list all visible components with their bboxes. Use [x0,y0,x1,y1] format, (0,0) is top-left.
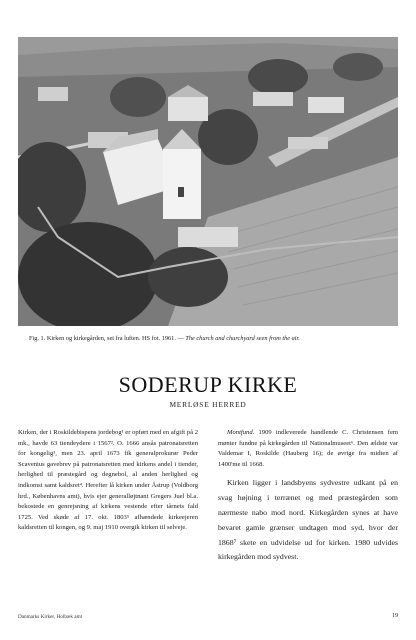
figure-caption [29,334,389,343]
caption-separator: — [175,335,186,342]
right-paragraph-location: Kirken ligger i landsbyens sydvestre udkant på en svag højning i terrænet og med præstegården som nærmeste nabo mod nord. Kirkegården synes at have bevaret gamle grænser undtagen mod syd, hvor der 1868⁷ skete en udvidelse ud for kirken. 1980 udvides kirkegården mod sydvest. [218,478,398,562]
caption-danish: Fig. 1. Kirken og kirkegården, set fra luften. HS fot. 1961. [29,335,176,342]
caption-english: The church and churchyard seen from the air. [185,335,300,342]
left-column [18,428,198,534]
aerial-photo-image [18,37,398,326]
page-subtitle: MERLØSE HERRED [169,400,247,409]
aerial-photo [18,37,398,326]
page-number: 19 [392,613,398,619]
coin-find-text: 1909 indleverede handlende C. Christensen fem mønter fundne på kirkegården til Nationalmuseet⁶. Den ældste var Valdemar I, Roskilde (Hauberg 16); de øvrige fra midten af 1400'me til 1668. [218,429,398,468]
page-title: SODERUP KIRKE [118,372,298,397]
right-column [218,428,398,565]
footer-publication: Danmarks Kirker, Holbæk amt [18,614,83,620]
coin-find-lead: Montfund. [227,429,255,436]
left-paragraph: Kirken, der i Roskildebispens jordebog¹ er opført med en afgift på 2 mk., havde 63 tiendeydere i 1567². O. 1666 ansås patronatsretten for kongelig³, men 23. april 1673 fik generalprokurør Peder Scavenius gavebrev på patronatsretten med kirkens andel i tiender, herlighed til præstegård og degnebol, al anden herlighed og indkomst samt kaldsret⁴. Herefter lå kirken under Åstrup (Voldborg hrd., Københavns amt), hvis ejer generalløjtnant Gregers Juel bl.a. bekostede en genrejsning af kirkens vestende efter tårnets fald 1725. Ved skøde af 17. okt. 1803⁵ afhændede kirkeejeren kaldsretten til kongen, og 9. maj 1910 overgik kirken til selveje. [18,429,198,532]
right-paragraph-coins [218,428,398,470]
